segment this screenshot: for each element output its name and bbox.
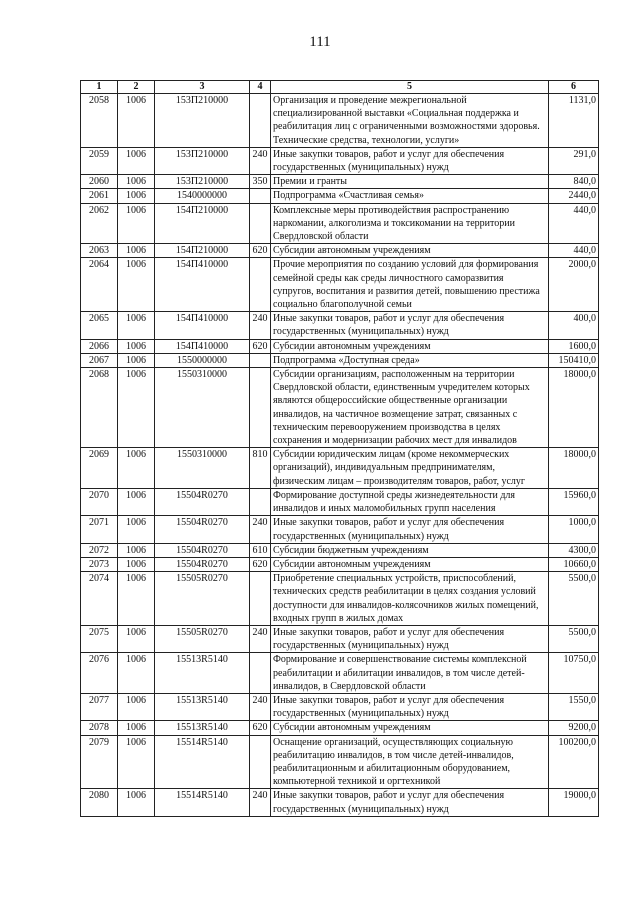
target-article-code-cell: 15504R0270 [155, 557, 250, 571]
expense-type-code-cell: 240 [250, 693, 271, 720]
row-number-cell: 2062 [81, 203, 118, 244]
expense-type-code-cell [250, 353, 271, 367]
expense-type-code-cell [250, 368, 271, 448]
table-row [81, 735, 599, 789]
row-number-cell: 2064 [81, 258, 118, 312]
row-number-cell: 2070 [81, 488, 118, 515]
target-article-code-cell: 15505R0270 [155, 625, 250, 652]
expense-type-code-cell: 620 [250, 339, 271, 353]
target-article-code-cell: 15513R5140 [155, 653, 250, 694]
row-number-cell: 2073 [81, 557, 118, 571]
department-code-cell: 1006 [118, 572, 155, 626]
description-cell: Субсидии автономным учреждениям [271, 339, 549, 353]
row-number-cell: 2077 [81, 693, 118, 720]
header-col-6: 6 [549, 81, 599, 94]
header-col-3: 3 [155, 81, 250, 94]
amount-cell: 1550,0 [549, 693, 599, 720]
row-number-cell: 2071 [81, 516, 118, 543]
description-cell: Комплексные меры противодействия распространению наркомании, алкоголизма и токсикомании на территории Свердловской области [271, 203, 549, 244]
target-article-code-cell: 15505R0270 [155, 572, 250, 626]
target-article-code-cell: 154П410000 [155, 258, 250, 312]
table-row [81, 339, 599, 353]
expense-type-code-cell: 240 [250, 147, 271, 174]
amount-cell: 100200,0 [549, 735, 599, 789]
department-code-cell: 1006 [118, 353, 155, 367]
amount-cell: 15960,0 [549, 488, 599, 515]
expense-type-code-cell: 620 [250, 244, 271, 258]
amount-cell: 5500,0 [549, 625, 599, 652]
table-row [81, 147, 599, 174]
table-row [81, 653, 599, 694]
header-col-2: 2 [118, 81, 155, 94]
department-code-cell: 1006 [118, 312, 155, 339]
department-code-cell: 1006 [118, 339, 155, 353]
table-row [81, 516, 599, 543]
row-number-cell: 2061 [81, 189, 118, 203]
target-article-code-cell: 154П410000 [155, 312, 250, 339]
header-col-1: 1 [81, 81, 118, 94]
amount-cell: 18000,0 [549, 368, 599, 448]
amount-cell: 2440,0 [549, 189, 599, 203]
amount-cell: 18000,0 [549, 448, 599, 489]
row-number-cell: 2067 [81, 353, 118, 367]
amount-cell: 440,0 [549, 244, 599, 258]
table-row [81, 625, 599, 652]
department-code-cell: 1006 [118, 258, 155, 312]
amount-cell: 19000,0 [549, 789, 599, 816]
target-article-code-cell: 1550000000 [155, 353, 250, 367]
budget-table [80, 80, 599, 817]
department-code-cell: 1006 [118, 693, 155, 720]
target-article-code-cell: 15514R5140 [155, 789, 250, 816]
table-row [81, 203, 599, 244]
department-code-cell: 1006 [118, 94, 155, 148]
expense-type-code-cell: 350 [250, 175, 271, 189]
expense-type-code-cell: 240 [250, 312, 271, 339]
department-code-cell: 1006 [118, 175, 155, 189]
expense-type-code-cell [250, 203, 271, 244]
description-cell: Субсидии автономным учреждениям [271, 244, 549, 258]
amount-cell: 440,0 [549, 203, 599, 244]
expense-type-code-cell: 240 [250, 625, 271, 652]
row-number-cell: 2080 [81, 789, 118, 816]
target-article-code-cell: 15504R0270 [155, 488, 250, 515]
table-row [81, 244, 599, 258]
department-code-cell: 1006 [118, 516, 155, 543]
target-article-code-cell: 154П210000 [155, 203, 250, 244]
amount-cell: 1000,0 [549, 516, 599, 543]
amount-cell: 400,0 [549, 312, 599, 339]
expense-type-code-cell [250, 189, 271, 203]
expense-type-code-cell [250, 735, 271, 789]
department-code-cell: 1006 [118, 543, 155, 557]
expense-type-code-cell: 240 [250, 789, 271, 816]
target-article-code-cell: 154П410000 [155, 339, 250, 353]
target-article-code-cell: 1550310000 [155, 448, 250, 489]
target-article-code-cell: 15504R0270 [155, 543, 250, 557]
row-number-cell: 2063 [81, 244, 118, 258]
table-row [81, 353, 599, 367]
description-cell: Подпрограмма «Доступная среда» [271, 353, 549, 367]
amount-cell: 5500,0 [549, 572, 599, 626]
amount-cell: 1131,0 [549, 94, 599, 148]
target-article-code-cell: 1550310000 [155, 368, 250, 448]
table-row [81, 693, 599, 720]
row-number-cell: 2066 [81, 339, 118, 353]
department-code-cell: 1006 [118, 448, 155, 489]
amount-cell: 1600,0 [549, 339, 599, 353]
table-row [81, 789, 599, 816]
description-cell: Иные закупки товаров, работ и услуг для обеспечения государственных (муниципальных) нужд [271, 789, 549, 816]
target-article-code-cell: 153П210000 [155, 147, 250, 174]
description-cell: Субсидии бюджетным учреждениям [271, 543, 549, 557]
row-number-cell: 2065 [81, 312, 118, 339]
expense-type-code-cell [250, 653, 271, 694]
row-number-cell: 2059 [81, 147, 118, 174]
table-row [81, 721, 599, 735]
expense-type-code-cell: 810 [250, 448, 271, 489]
amount-cell: 150410,0 [549, 353, 599, 367]
department-code-cell: 1006 [118, 203, 155, 244]
target-article-code-cell: 15513R5140 [155, 721, 250, 735]
row-number-cell: 2076 [81, 653, 118, 694]
target-article-code-cell: 15504R0270 [155, 516, 250, 543]
row-number-cell: 2079 [81, 735, 118, 789]
table-row [81, 543, 599, 557]
description-cell: Субсидии автономным учреждениям [271, 721, 549, 735]
target-article-code-cell: 153П210000 [155, 175, 250, 189]
header-col-5: 5 [271, 81, 549, 94]
expense-type-code-cell [250, 94, 271, 148]
table-row [81, 368, 599, 448]
header-col-4: 4 [250, 81, 271, 94]
target-article-code-cell: 15513R5140 [155, 693, 250, 720]
row-number-cell: 2075 [81, 625, 118, 652]
description-cell: Иные закупки товаров, работ и услуг для обеспечения государственных (муниципальных) нужд [271, 625, 549, 652]
header-row [81, 81, 599, 94]
table-row [81, 488, 599, 515]
table-row [81, 258, 599, 312]
expense-type-code-cell: 620 [250, 557, 271, 571]
description-cell: Организация и проведение межрегиональной специализированной выставки «Социальная поддержка и реабилитация лиц с ограниченными возможностями здоровья. Технические средства, технологии, услуги» [271, 94, 549, 148]
row-number-cell: 2069 [81, 448, 118, 489]
description-cell: Иные закупки товаров, работ и услуг для обеспечения государственных (муниципальных) нужд [271, 516, 549, 543]
department-code-cell: 1006 [118, 789, 155, 816]
row-number-cell: 2060 [81, 175, 118, 189]
department-code-cell: 1006 [118, 244, 155, 258]
department-code-cell: 1006 [118, 147, 155, 174]
table-row [81, 175, 599, 189]
amount-cell: 9200,0 [549, 721, 599, 735]
department-code-cell: 1006 [118, 557, 155, 571]
table-row [81, 448, 599, 489]
amount-cell: 840,0 [549, 175, 599, 189]
row-number-cell: 2078 [81, 721, 118, 735]
amount-cell: 2000,0 [549, 258, 599, 312]
department-code-cell: 1006 [118, 653, 155, 694]
description-cell: Формирование доступной среды жизнедеятельности для инвалидов и иных маломобильных групп населения [271, 488, 549, 515]
expense-type-code-cell: 620 [250, 721, 271, 735]
expense-type-code-cell [250, 488, 271, 515]
table-row [81, 312, 599, 339]
description-cell: Подпрограмма «Счастливая семья» [271, 189, 549, 203]
target-article-code-cell: 154П210000 [155, 244, 250, 258]
page-number: 111 [309, 34, 331, 50]
target-article-code-cell: 1540000000 [155, 189, 250, 203]
description-cell: Субсидии автономным учреждениям [271, 557, 549, 571]
row-number-cell: 2068 [81, 368, 118, 448]
amount-cell: 10750,0 [549, 653, 599, 694]
description-cell: Иные закупки товаров, работ и услуг для обеспечения государственных (муниципальных) нужд [271, 693, 549, 720]
amount-cell: 291,0 [549, 147, 599, 174]
row-number-cell: 2072 [81, 543, 118, 557]
description-cell: Прочие мероприятия по созданию условий для формирования семейной среды как среды личностного саморазвития супругов, воспитания и развития детей, повышению престижа социально благополучной семьи [271, 258, 549, 312]
table-body [81, 94, 599, 817]
department-code-cell: 1006 [118, 625, 155, 652]
department-code-cell: 1006 [118, 189, 155, 203]
description-cell: Оснащение организаций, осуществляющих социальную реабилитацию инвалидов, в том числе детей-инвалидов, реабилитационным и абилитационным оборудованием, компьютерной техникой и оргтехникой [271, 735, 549, 789]
description-cell: Премии и гранты [271, 175, 549, 189]
description-cell: Иные закупки товаров, работ и услуг для обеспечения государственных (муниципальных) нужд [271, 147, 549, 174]
department-code-cell: 1006 [118, 721, 155, 735]
table-row [81, 189, 599, 203]
department-code-cell: 1006 [118, 368, 155, 448]
department-code-cell: 1006 [118, 488, 155, 515]
description-cell: Субсидии организациям, расположенным на территории Свердловской области, единственным учредителем которых являются общероссийские общественные организации инвалидов, на частичное возмещение затрат, связанных с техническим перевооружением производства в целях сохранения и модернизации рабочих мест для инвалидов [271, 368, 549, 448]
expense-type-code-cell: 610 [250, 543, 271, 557]
description-cell: Приобретение специальных устройств, приспособлений, технических средств реабилитации в целях создания условий доступности для инвалидов-колясочников жилых помещений, входных групп в жилых домах [271, 572, 549, 626]
description-cell: Иные закупки товаров, работ и услуг для обеспечения государственных (муниципальных) нужд [271, 312, 549, 339]
amount-cell: 10660,0 [549, 557, 599, 571]
description-cell: Формирование и совершенствование системы комплексной реабилитации и абилитации инвалидов, в том числе детей-инвалидов, в Свердловской области [271, 653, 549, 694]
amount-cell: 4300,0 [549, 543, 599, 557]
description-cell: Субсидии юридическим лицам (кроме некоммерческих организаций), индивидуальным предпринимателям, физическим лицам – производителям товаров, работ, услуг [271, 448, 549, 489]
row-number-cell: 2058 [81, 94, 118, 148]
department-code-cell: 1006 [118, 735, 155, 789]
table-row [81, 572, 599, 626]
target-article-code-cell: 15514R5140 [155, 735, 250, 789]
table-row [81, 557, 599, 571]
expense-type-code-cell [250, 258, 271, 312]
expense-type-code-cell: 240 [250, 516, 271, 543]
row-number-cell: 2074 [81, 572, 118, 626]
table-row [81, 94, 599, 148]
target-article-code-cell: 153П210000 [155, 94, 250, 148]
expense-type-code-cell [250, 572, 271, 626]
